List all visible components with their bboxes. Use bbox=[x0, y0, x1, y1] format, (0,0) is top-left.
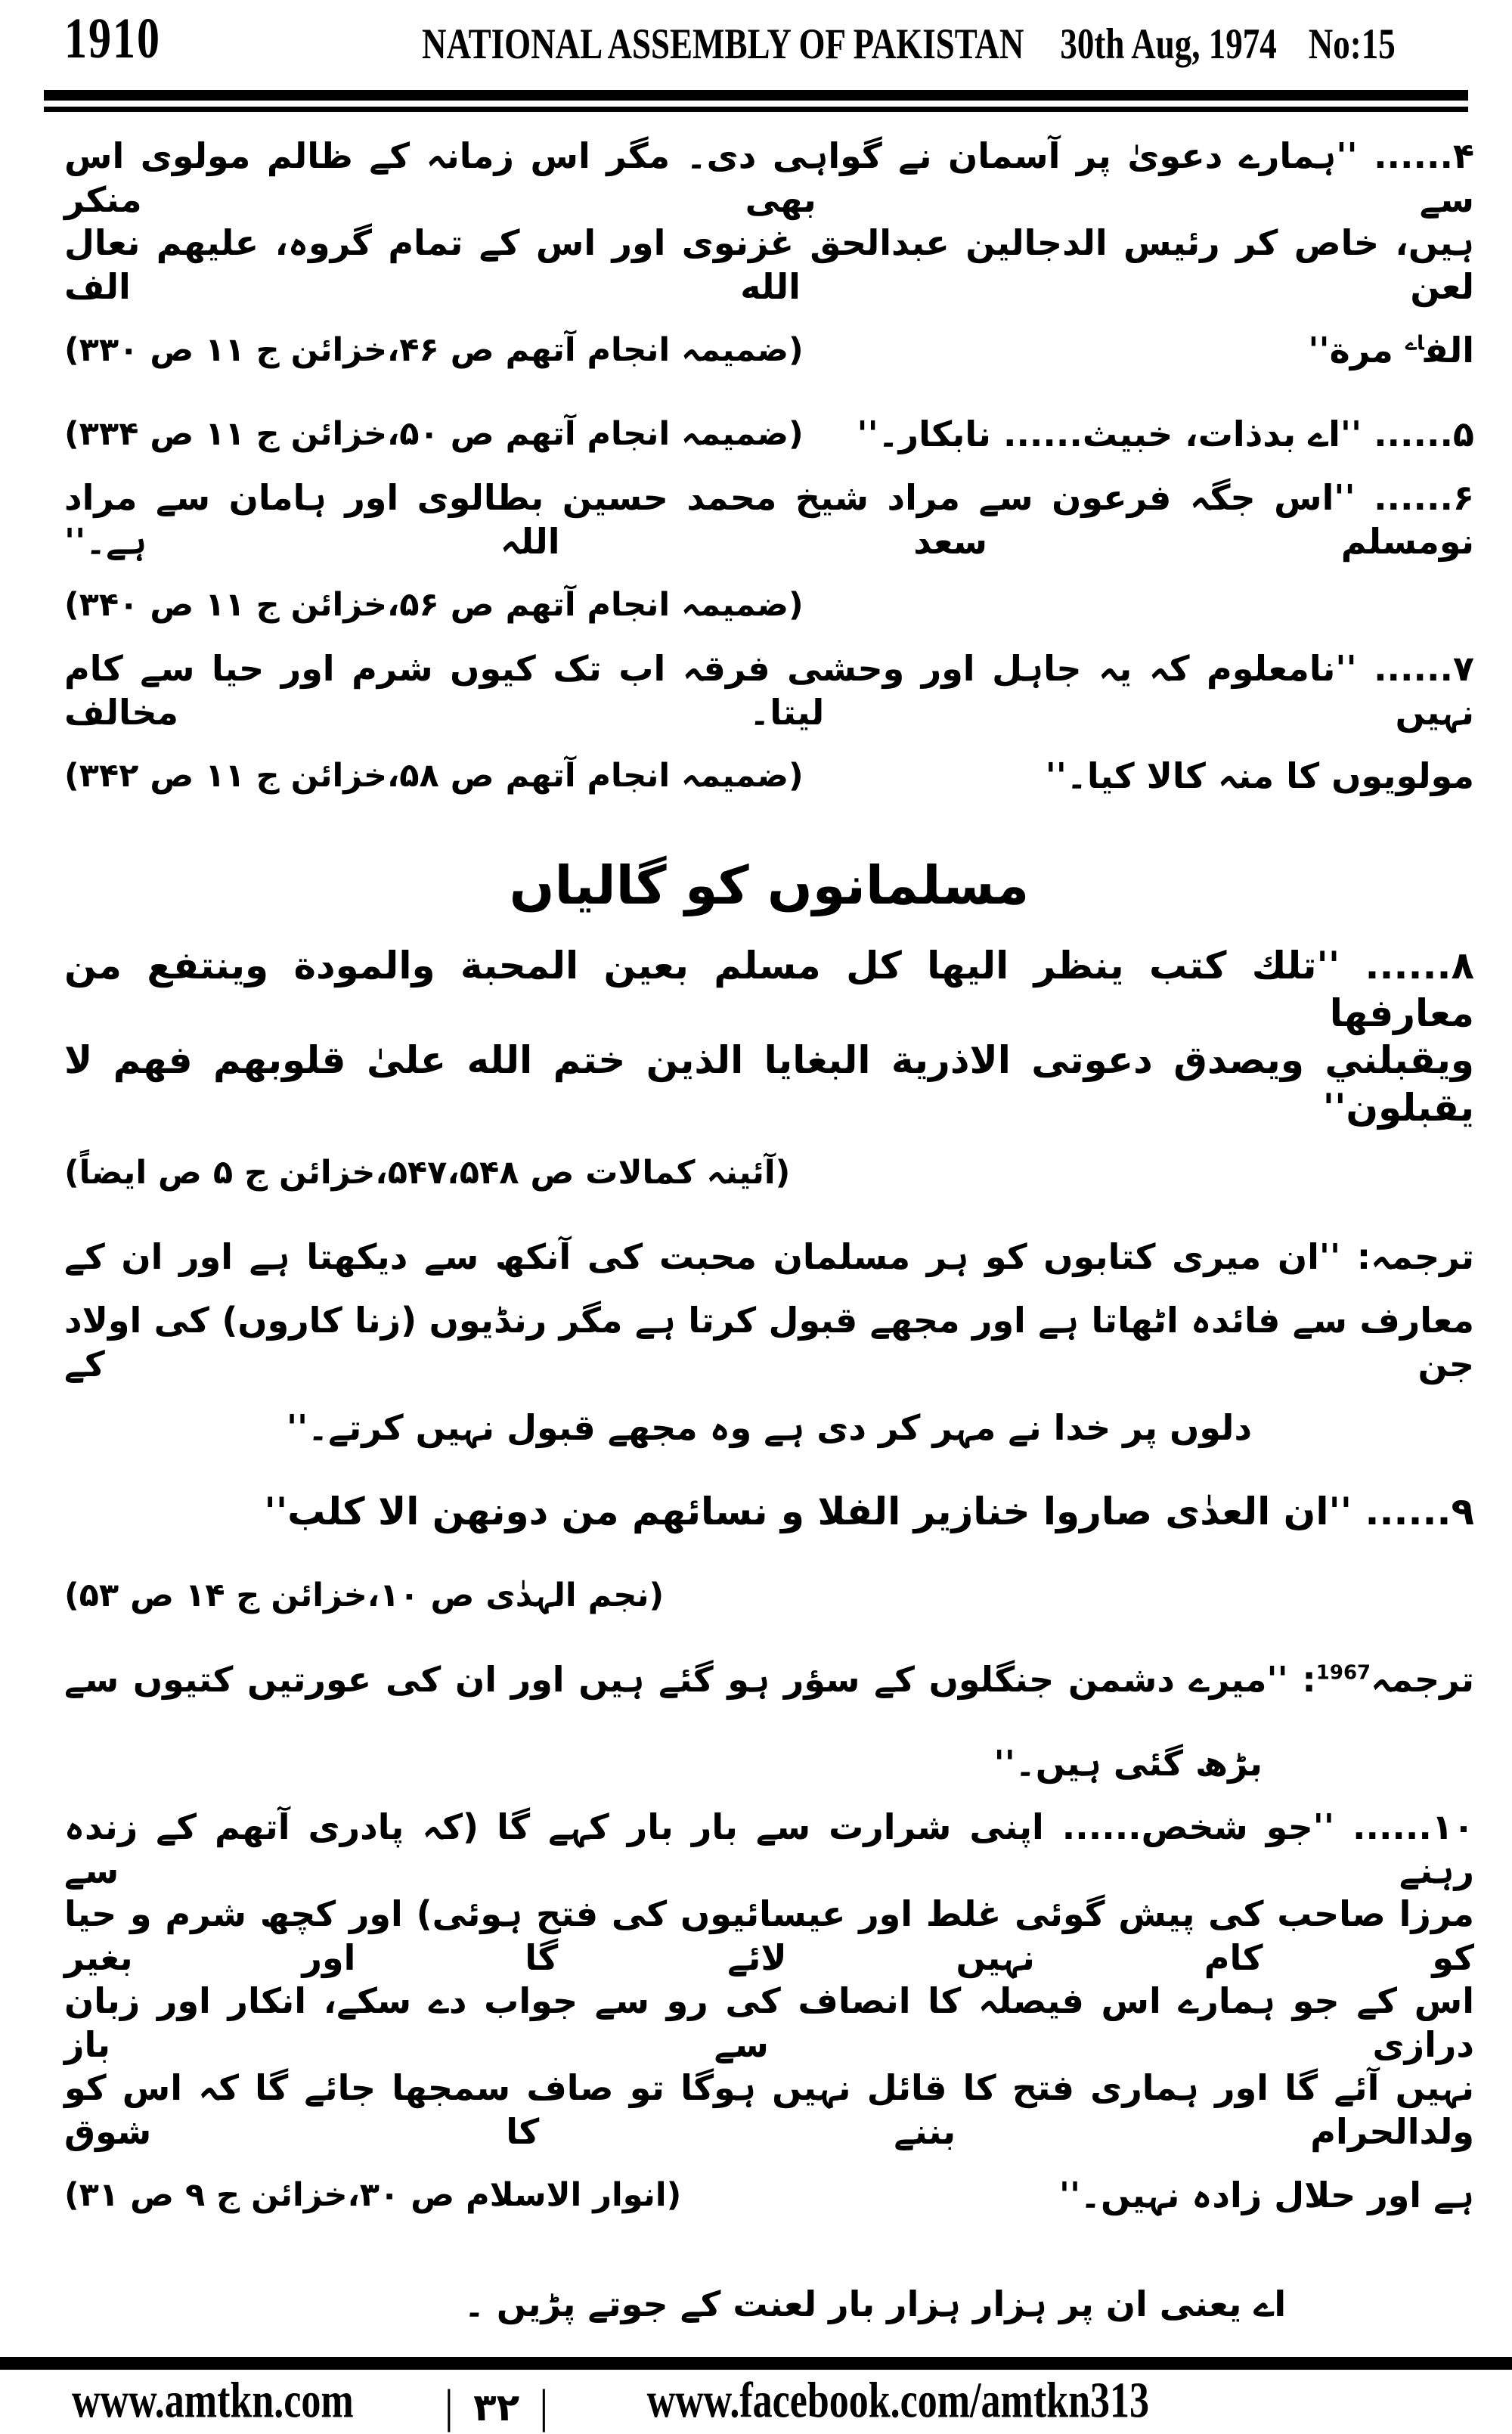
footer-page-number-group bbox=[445, 2380, 549, 2434]
quote-7-line-1-text: ۷...... ''نامعلوم کہ یہ جاہل اور وحشی فرقہ اب تک کیوں شرم اور حیا سے کام نہیں لیتا۔ مخالف bbox=[64, 648, 1474, 733]
translation-2-line-2 bbox=[64, 1722, 1474, 1806]
section-heading: مسلمانوں کو گالیاں bbox=[509, 854, 1030, 916]
quote-10-line-2-text: مرزا صاحب کی پیش گوئی غلط اور عیسائیوں کی فتح ہوئی) اور کچھ شرم و حیا کو کام نہیں لائے گا اور بغیر bbox=[64, 1893, 1474, 1978]
quote-10-line-5-text: ہے اور حلال زادہ نہیں۔'' bbox=[1058, 2174, 1474, 2215]
footer-website-url: www.amtkn.com bbox=[72, 2373, 354, 2429]
quote-5-line bbox=[64, 392, 1474, 476]
quote-10-line-4 bbox=[64, 2067, 1474, 2153]
translation-2-line-2-text: بڑھ گئی ہیں۔'' bbox=[993, 1742, 1263, 1784]
translation-1-line-1 bbox=[64, 1215, 1474, 1299]
translation-2-line-1 bbox=[64, 1638, 1474, 1722]
quote-9-reference-line bbox=[64, 1554, 1474, 1638]
page-number: 1910 bbox=[64, 5, 161, 70]
quote-8-line-2 bbox=[64, 1037, 1474, 1131]
quote-8-line-1 bbox=[64, 942, 1474, 1037]
quote-8-reference-line bbox=[64, 1131, 1474, 1215]
quote-5-reference: (ضمیمہ انجام آتھم ص ۵۰،خزائن ج ۱۱ ص ۳۳۴) bbox=[64, 414, 804, 453]
footer-bar bbox=[0, 2357, 1512, 2370]
quote-4-marrah: مرة'' bbox=[1308, 329, 1405, 371]
quote-6-text: ۶...... ''اس جگہ فرعون سے مراد شیخ محمد حسین بطالوی اور ہامان سے مراد نومسلم سعد اللہ ہے۔'' bbox=[64, 477, 1474, 562]
quote-4-line-1 bbox=[64, 135, 1474, 222]
footnote-text: یعنی ان پر ہزار ہزار بار لعنت کے جوتے پڑیں ۔ bbox=[463, 2284, 1242, 2324]
quote-9-reference: (نجم الہدٰی ص ۱۰،خزائن ج ۱۴ ص ۵۳) bbox=[64, 1576, 665, 1614]
year-footnote-mark: 1967 bbox=[1315, 1661, 1371, 1685]
header-rule-thick bbox=[44, 90, 1468, 101]
quote-10-line-2 bbox=[64, 1893, 1474, 1980]
quote-9-text: ۹...... ''ان العدٰى صاروا خنازير الفلا و نسائهم من دونهن الا كلب'' bbox=[264, 1490, 1474, 1534]
quote-5-text: ۵...... ''اے بدذات، خبیث...... نابکار۔'' bbox=[857, 413, 1474, 454]
footer-left-pipe: | bbox=[444, 2381, 454, 2432]
quote-8-line-2-text: ويقبلني ويصدق دعوتى الاذرية البغايا الذين ختم الله علىٰ قلوبهم فهم لا يقبلون'' bbox=[64, 1038, 1474, 1130]
translation-1-line-3-text: دلوں پر خدا نے مہر کر دی ہے وہ مجھے قبول نہیں کرتے۔'' bbox=[286, 1406, 1253, 1448]
quote-10-line-5 bbox=[64, 2153, 1474, 2237]
translation-2-line-1-text bbox=[64, 1658, 1474, 1702]
quote-4-line-3-text bbox=[1308, 329, 1474, 373]
quote-6-reference-line bbox=[64, 563, 1474, 647]
footer-right-pipe: | bbox=[539, 2381, 549, 2432]
quote-7-line-2-text: مولویوں کا منہ کالا کیا۔'' bbox=[1045, 755, 1474, 796]
translation-2-line-1-rest: : ''میرے دشمن جنگلوں کے سؤر ہو گئے ہیں اور ان کی عورتیں کتیوں سے bbox=[64, 1658, 1316, 1700]
footnote-reference-mark: اے bbox=[1405, 332, 1424, 355]
quote-10-line-4-text: نہیں آئے گا اور ہماری فتح کا قائل نہیں ہوگا تو صاف سمجھا جائے گا کہ اس کو ولدالحرام بننے کا شوق bbox=[64, 2067, 1474, 2152]
issue-number: No:15 bbox=[1308, 19, 1396, 68]
quote-4-reference: (ضمیمہ انجام آتھم ص ۴۶،خزائن ج ۱۱ ص ۳۳۰) bbox=[64, 330, 804, 369]
quote-4-line-2 bbox=[64, 222, 1474, 309]
quote-7-reference: (ضمیمہ انجام آتھم ص ۵۸،خزائن ج ۱۱ ص ۳۴۲) bbox=[64, 756, 804, 795]
translation-1-line-2 bbox=[64, 1299, 1474, 1386]
quote-10-line-1 bbox=[64, 1806, 1474, 1893]
quote-6-reference: (ضمیمہ انجام آتھم ص ۵۶،خزائن ج ۱۱ ص ۳۴۰) bbox=[64, 585, 804, 624]
header-rule-thin bbox=[44, 107, 1468, 112]
translation-2-label: ترجمہ bbox=[1371, 1658, 1474, 1700]
translation-1-line-3 bbox=[64, 1386, 1474, 1470]
quote-6-line bbox=[64, 476, 1474, 563]
footer-row bbox=[0, 2370, 1512, 2434]
quote-10-reference: (انوار الاسلام ص ۳۰،خزائن ج ۹ ص ۳۱) bbox=[64, 2175, 682, 2214]
quote-10-line-3-text: اس کے جو ہمارے اس فیصلہ کا انصاف کی رو سے جواب دے سکے، انکار اور زبان درازی سے باز bbox=[64, 1980, 1474, 2065]
quote-10-line-3 bbox=[64, 1980, 1474, 2067]
document-body bbox=[0, 112, 1512, 2357]
assembly-title: NATIONAL ASSEMBLY OF PAKISTAN bbox=[422, 19, 1024, 68]
quote-4-line-1-text: ۴...... ''ہمارے دعویٰ پر آسمان نے گواہی دی۔ مگر اس زمانہ کے ظالم مولوی اس سے بھی منکر bbox=[64, 135, 1474, 220]
quote-8-line-1-text: ۸...... ''تلك كتب ينظر اليها كل مسلم بعين المحبة والمودة وينتفع من معارفها bbox=[64, 944, 1474, 1035]
quote-10-line-1-text: ۱۰...... ''جو شخص...... اپنی شرارت سے بار بار کہے گا (کہ پادری آتھم کے زندہ رہنے سے bbox=[64, 1806, 1474, 1891]
footer-facebook-url: www.facebook.com/amtkn313 bbox=[646, 2373, 1149, 2429]
quote-4-line-3 bbox=[64, 309, 1474, 392]
quote-8-reference: (آئینہ کمالات ص ۵۴۷،۵۴۸،خزائن ج ۵ ص ایضاً) bbox=[64, 1153, 791, 1192]
quote-7-line-2 bbox=[64, 734, 1474, 818]
footer-page-number: ۳۲ bbox=[473, 2385, 520, 2429]
quote-4-alif: الف bbox=[1424, 329, 1474, 371]
quote-4-line-2-text: ہیں، خاص کر رئیس الدجالین عبدالحق غزنوی اور اس کے تمام گروہ، عليهم نعال لعن الله الف bbox=[64, 222, 1474, 307]
footnote-marker: اے bbox=[1253, 2284, 1287, 2324]
page-footnote bbox=[170, 2237, 1512, 2357]
quote-9-line bbox=[64, 1470, 1474, 1554]
quote-7-line-1 bbox=[64, 647, 1474, 734]
page-footer bbox=[0, 2357, 1512, 2434]
page-header bbox=[0, 0, 1512, 72]
translation-1-line-2-text: معارف سے فائدہ اٹھاتا ہے اور مجھے قبول کرتا ہے مگر رنڈیوں (زنا کاروں) کی اولاد جن کے bbox=[64, 1300, 1474, 1384]
translation-1-line-1-text: ترجمہ: ''ان میری کتابوں کو ہر مسلمان محبت کی آنکھ سے دیکھتا ہے اور ان کے bbox=[64, 1236, 1474, 1277]
issue-date: 30th Aug, 1974 bbox=[1060, 19, 1277, 68]
